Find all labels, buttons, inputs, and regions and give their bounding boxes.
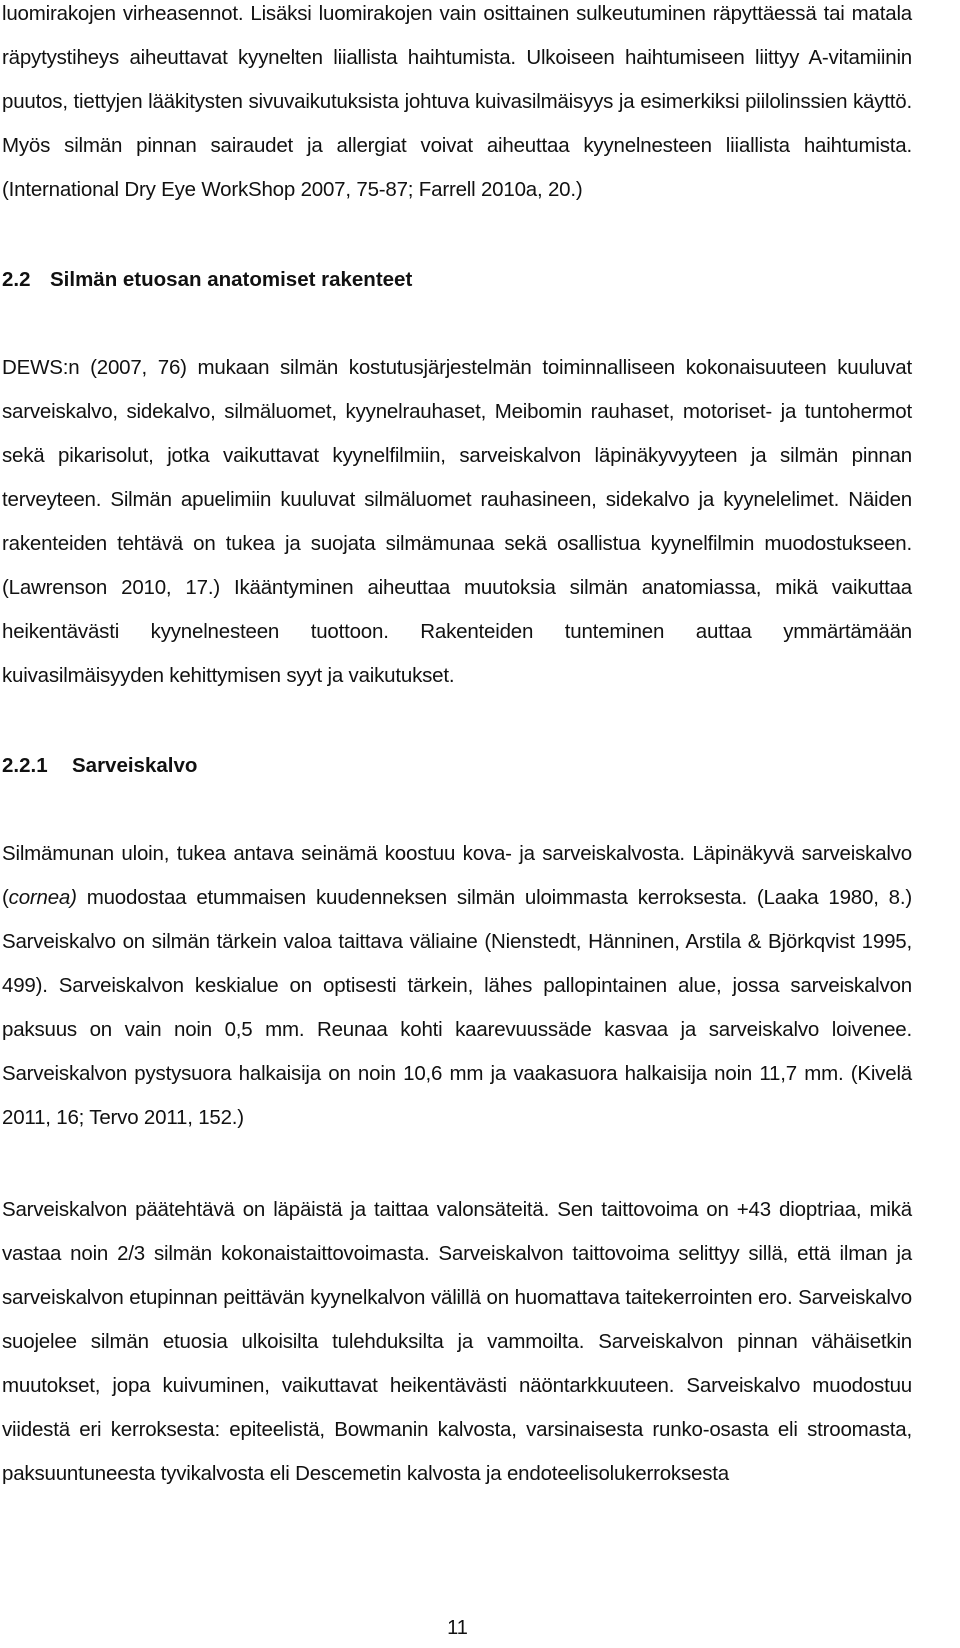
section-heading-2-2 (2, 266, 412, 294)
subsection-title: Sarveiskalvo (72, 754, 198, 777)
latin-term: cornea) (8, 886, 77, 909)
section-number: 2.2 (2, 268, 31, 291)
section-title: Silmän etuosan anatomiset rakenteet (50, 268, 413, 291)
paragraph-text: Silmämunan uloin, tukea antava seinämä koostuu kova- ja sarveiskalvosta. Läpinäkyvä sarveiskalvo ( (2, 842, 912, 909)
paragraph-text: muodostaa etummaisen kuudenneksen silmän uloimmasta kerroksesta. (Laaka 1980, 8.) Sarveiskalvo on silmän tärkein valoa taittava väliaine (Nienstedt, Hänninen, Arstila & Björkqvist 1995, 499). Sarveiskalvon keskialue on optisesti tärkein, lähes pallopintainen alue, jossa sarveiskalvon paksuus on vain noin 0,5 mm. Reunaa kohti kaarevuussäde kasvaa ja sarveiskalvo loivenee. Sarveiskalvon pystysuora halkaisija on noin 10,6 mm ja vaakasuora halkaisija noin 11,7 mm. (Kivelä 2011, 16; Tervo 2011, 152.) (2, 886, 912, 1129)
section-heading-2-2-1 (2, 752, 197, 780)
paragraph-cornea-function: Sarveiskalvon päätehtävä on läpäistä ja taittaa valonsäteitä. Sen taittovoima on +43 dioptriaa, mikä vastaa noin 2/3 silmän kokonaistaittovoimasta. Sarveiskalvon taittovoima selittyy sillä, että ilman ja sarveiskalvon etupinnan peittävän kyynelkalvon välillä on huomattava taitekerrointen ero. Sarveiskalvo suojelee silmän etuosia ulkoisilta tulehduksilta ja vammoilta. Sarveiskalvon pinnan vähäisetkin muutokset, jopa kuivuminen, vaikuttavat heikentävästi näöntarkkuuteen. Sarveiskalvo muodostuu viidestä eri kerroksesta: epiteelistä, Bowmanin kalvosta, varsinaisesta runko-osasta eli stroomasta, paksuuntuneesta tyvikalvosta eli Descemetin kalvosta ja endoteelisolukerroksesta (2, 1198, 912, 1485)
subsection-number: 2.2.1 (2, 754, 48, 777)
paragraph-evaporation: luomirakojen virheasennot. Lisäksi luomirakojen vain osittainen sulkeutuminen räpyttäessä tai matala räpytystiheys aiheuttavat kyynelten liiallista haihtumista. Ulkoiseen haihtumiseen liittyy A-vitamiinin puutos, tiettyjen lääkitysten sivuvaikutuksista johtuva kuivasilmäisyys ja esimerkiksi piilolinssien käyttö. Myös silmän pinnan sairaudet ja allergiat voivat aiheuttaa kyynelnesteen liiallista haihtumista. (International Dry Eye WorkShop 2007, 75-87; Farrell 2010a, 20.) (2, 2, 912, 201)
page-number: 11 (447, 1617, 468, 1639)
paragraph-anatomy-overview: DEWS:n (2007, 76) mukaan silmän kostutusjärjestelmän toiminnalliseen kokonaisuuteen kuuluvat sarveiskalvo, sidekalvo, silmäluomet, kyynelrauhaset, Meibomin rauhaset, motoriset- ja tuntohermot sekä pikarisolut, jotka vaikuttavat kyynelfilmiin, sarveiskalvon läpinäkyvyyteen ja silmän pinnan terveyteen. Silmän apuelimiin kuuluvat silmäluomet rauhasineen, sidekalvo ja kyynelelimet. Näiden rakenteiden tehtävä on tukea ja suojata silmämunaa sekä osallistua kyynelfilmin muodostukseen. (Lawrenson 2010, 17.) Ikääntyminen aiheuttaa muutoksia silmän anatomiassa, mikä vaikuttaa heikentävästi kyynelnesteen tuottoon. Rakenteiden tunteminen auttaa ymmärtämään kuivasilmäisyyden kehittymisen syyt ja vaikutukset. (2, 356, 912, 687)
paragraph-cornea-structure (2, 832, 912, 1140)
